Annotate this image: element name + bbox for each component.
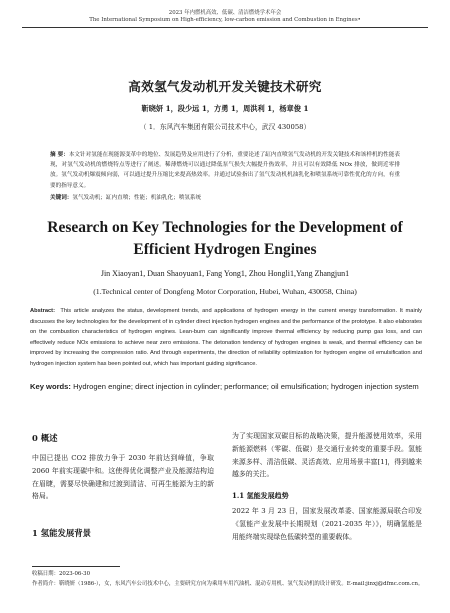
en-affiliation: (1.Technical center of Dongfeng Motor Corporation, Hubei, Wuhan, 430058, China) (93, 287, 357, 296)
zh-keywords-text: 氢气发动机；缸内直喷；性能；机油乳化；喷氢系统 (72, 195, 202, 201)
subsection-1-1-title: 1.1 氢能发展趋势 (232, 491, 289, 500)
zh-abstract-label: 摘 要： (50, 152, 69, 158)
section-1-title: 1 氢能发展背景 (32, 528, 91, 538)
zh-keywords-label: 关键词： (50, 195, 73, 201)
en-title-line2: Efficient Hydrogen Engines (133, 241, 317, 258)
running-header-zh: 2023 年内燃机高效、低碳、清洁燃烧学术年会 (168, 10, 282, 16)
footnote-rule (32, 566, 120, 567)
section-0-text: 中国已提出 CO2 排放力争于 2030 年前达到峰值，争取 2060 年前实现碳中和。这使得优化调整产业及能源结构迫在眉睫，需要尽快确建和过渡到清洁、可再生能源为主的新格局。 (32, 454, 214, 501)
right-paragraph-1: 为了实现国家双碳目标的战略决策，提升能源使用效率，采用新能源燃料（零碳、低碳）是交通行业转变的重要手段。氢能来源多样、清洁低碳、灵活高效、应用场景丰富[1]，得到越来越多的关注。 (232, 432, 422, 479)
zh-affiliation: （ 1．东风汽车集团有限公司技术中心，武汉 430058） (139, 123, 311, 131)
en-abstract-text: This article analyzes the status, development trends, and applications of hydrogen energy in the current energy transformation. It mainly discusses the key technologies for the development of in cylinder direct injection hydrogen engines and the performance of the prototype. It also elaborates on the combustion characteristics of hydrogen engines. Lean-burn can significantly improve thermal efficiency by reducing pump gas loss, and can effectively reduce NOx emissions to achieve near zero emissions. The detonation tendency of hydrogen engines is weak, and thermal efficiency can be improved by increasing the compression ratio. And through experiments, the direction of reliability optimization for hydrogen engine oil emulsification and hydrogen injection system has been pointed out, which has important guiding significance. (30, 308, 422, 367)
right-paragraph-2: 2022 年 3 月 23 日，国家发展改革委、国家能源局联合印发《氢能产业发展中长期规划（2021-2035 年）》，明确氢能是用能终端实现绿色低碳转型的重要载体。 (232, 507, 422, 541)
running-header-en: The International Symposium on High-efficiency, low-carbon emission and Combustion in Engines• (89, 17, 361, 23)
en-keywords-label: Key words: (30, 382, 71, 391)
en-abstract-label: Abstract: (30, 308, 55, 314)
en-abstract (30, 306, 422, 370)
footnote-author-intro: 作者简介：靳晓妍（1986-），女，东风汽车公司技术中心，主要研究方向为乘用车用汽油机、混动专用机、氢气发动机的设计研发。E-mail:jinxj@dfmc.com.cn。 (32, 581, 424, 587)
header-rule (22, 27, 428, 28)
en-title-line1: Research on Key Technologies for the Development of (47, 219, 403, 236)
zh-abstract-text: 本文针对氢能在现能源变革中的地位、发展趋势及应用进行了分析，重要论述了缸内直喷氢气发动机的开发关键技术和该样机的性能表现，对氢气发动机的燃烧特点等进行了阐述。稀薄燃烧可以通过降低泵气损失大幅提升热效率，并且可以有效降低 NOx 排放，做到近零排放。氢气发动机爆震倾向弱，可以通过提升压缩比来提高热效率。并通过试验指出了氢气发动机机油乳化和喷氢系统可靠性优化的方向，有重要的指导意义。 (50, 152, 400, 189)
zh-abstract (50, 150, 400, 191)
footnote-received: 收稿日期：2023-06-30 (32, 571, 91, 577)
section-0-title: 0 概述 (32, 433, 58, 443)
en-keywords (30, 381, 422, 392)
zh-authors: 靳晓妍 1，段少远 1，方勇 1，周洪利 1，杨章俊 1 (141, 104, 309, 113)
en-keywords-text: Hydrogen engine; direct injection in cylinder; performance; oil emulsification; hydrogen injection system (73, 382, 419, 391)
zh-title: 高效氢气发动机开发关键技术研究 (128, 79, 322, 94)
zh-keywords (50, 193, 400, 203)
en-authors: Jin Xiaoyan1, Duan Shaoyuan1, Fang Yong1, Zhou Hongli1,Yang Zhangjun1 (100, 269, 350, 278)
